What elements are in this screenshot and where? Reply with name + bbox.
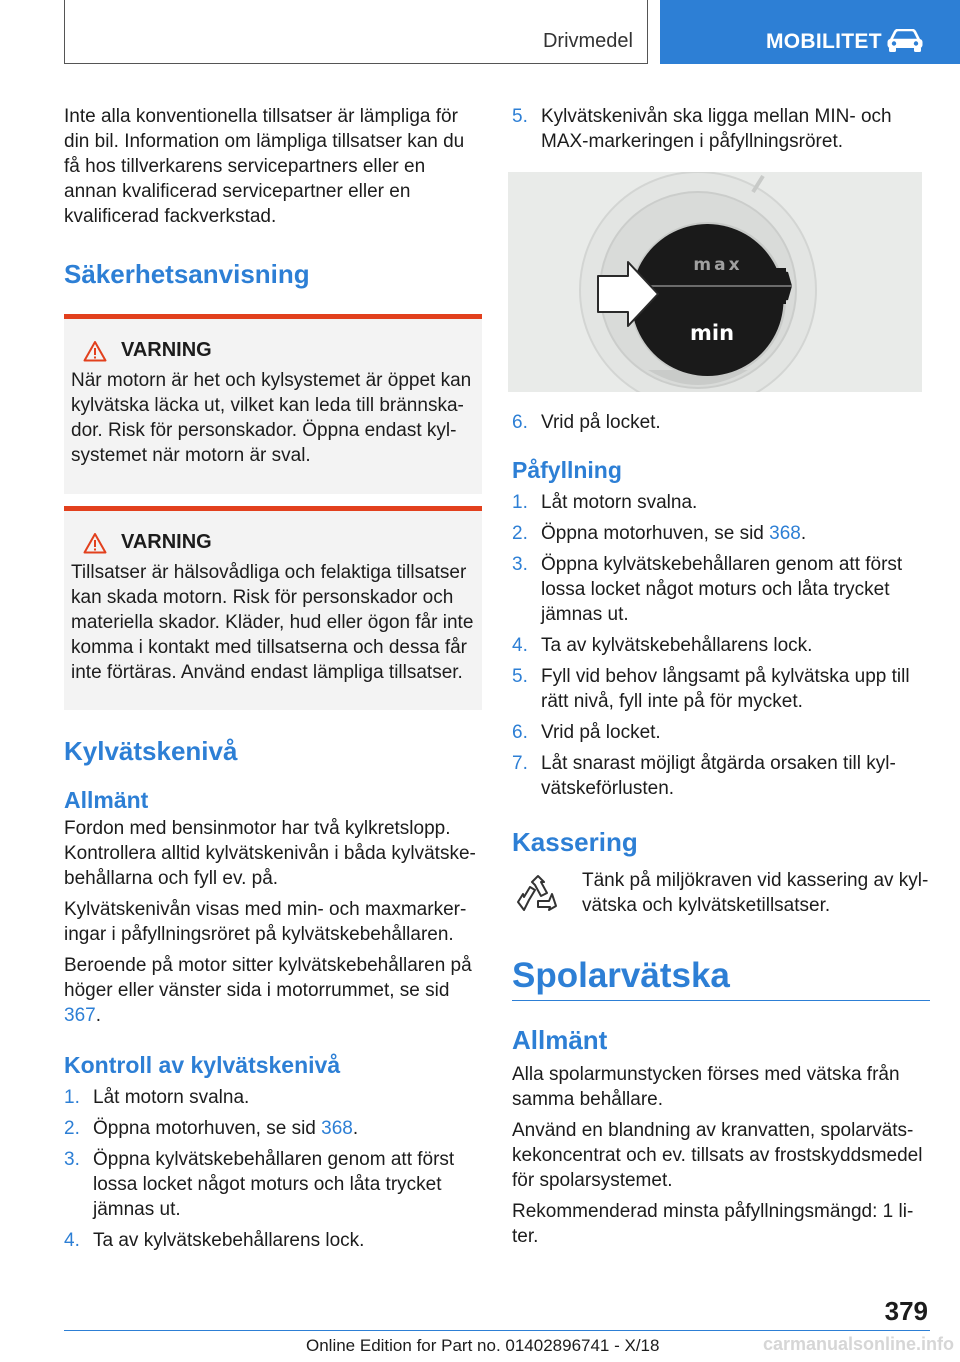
refill-heading: Påfyllning	[512, 457, 622, 483]
disposal-heading: Kassering	[512, 827, 638, 857]
check-coolant-heading: Kontroll av kylvätskenivå	[64, 1052, 341, 1078]
warning-title-text: VARNING	[121, 531, 212, 553]
page-link[interactable]: 368	[769, 523, 801, 544]
coolant-level-figure	[508, 172, 922, 392]
warning-title-text: VARNING	[121, 339, 212, 361]
check-steps-list	[64, 1085, 482, 1253]
warning-triangle-icon	[83, 532, 107, 554]
warning-text: Tillsatser är hälsovådliga och felaktiga tillsatser kan skada motorn. Risk för personskador och materiella skador. Kläder, hud eller ögon får inte komma i kontakt med tillsatserna och dessa får inte förtäras. Använd endast lämpliga tillsatser.	[71, 562, 474, 683]
general-paragraph-2: Kylvätskenivån visas med min- och maxmarkeringar i påfyllningsröret på kylvätskebehållaren.	[64, 899, 467, 945]
warning-title	[71, 339, 476, 362]
header-section-title: Drivmedel	[542, 30, 633, 52]
disposal-note	[512, 868, 930, 918]
intro-paragraph: Inte alla konventionella tillsatser är lämpliga för din bil. Information om lämpliga tillsatser kan du få hos tillverkarens servicepartners eller en annan kvalificerad servicepartner eller en kvalificerad fackverkstad.	[64, 106, 465, 227]
washer-fluid-heading: Spolarvätska	[512, 956, 730, 995]
page-number: 379	[884, 1296, 928, 1326]
list-item: 7. Låt snarast möjligt åtgärda orsaken till kylvätskeförlusten.	[512, 753, 896, 799]
list-item: 6. Vrid på locket.	[512, 722, 661, 743]
filler-neck-illustration	[508, 172, 922, 392]
page-link[interactable]: 368	[321, 1118, 353, 1139]
safety-heading: Säkerhetsanvisning	[64, 259, 310, 289]
warning-title	[71, 531, 476, 554]
min-mark-label: min	[689, 321, 735, 345]
check-steps-list-continued	[512, 104, 930, 154]
list-item: 2. Öppna motorhuven, se sid 368.	[64, 1118, 359, 1139]
list-item: 3. Öppna kylvätskebehållaren genom att först lossa locket något moturs och låta trycket jämnas ut.	[64, 1149, 455, 1220]
coolant-level-heading: Kylvätskenivå	[64, 736, 238, 766]
footer-divider	[64, 1330, 930, 1331]
list-item: 1. Låt motorn svalna.	[64, 1087, 250, 1108]
list-item: 5. Kylvätskenivån ska ligga mellan MIN- och MAX-markeringen i påfyllningsröret.	[512, 106, 892, 152]
refill-steps-list	[512, 490, 930, 801]
page-link[interactable]: 367	[64, 1005, 96, 1026]
washer-paragraph-3: Rekommenderad minsta påfyllningsmängd: 1 liter.	[512, 1201, 914, 1247]
list-item: 6. Vrid på locket.	[512, 412, 661, 433]
washer-paragraph-1: Alla spolarmunstycken förses med vätska från samma behållare.	[512, 1064, 900, 1110]
list-item: 1. Låt motorn svalna.	[512, 492, 698, 513]
disposal-text: Tänk på miljökraven vid kassering av kylvätska och kylvätsketillsatser.	[582, 870, 929, 916]
recycle-icon	[516, 874, 560, 918]
warning-box	[64, 506, 482, 710]
washer-section-heading	[512, 956, 930, 1001]
header-chapter-label: MOBILITET	[766, 30, 882, 53]
general-paragraph-1: Fordon med bensinmotor har två kylkretslopp. Kontrollera alltid kylvätskenivån i båda kylvätskebehållarna och fyll ev. på.	[64, 818, 476, 889]
check-steps-list-continued	[512, 410, 930, 435]
washer-general-heading: Allmänt	[512, 1025, 608, 1055]
general-paragraph-3: Beroende på motor sitter kylvätskebehållaren på höger eller vänster sida i motorrummet, se sid 367.	[64, 955, 472, 1026]
left-column	[64, 104, 482, 1259]
watermark: carmanualsonline.info	[762, 1334, 954, 1354]
max-mark-label: max	[693, 255, 743, 275]
list-item: 4. Ta av kylvätskebehållarens lock.	[512, 635, 813, 656]
right-column	[512, 104, 930, 1255]
header-section-box	[64, 0, 648, 64]
general-heading: Allmänt	[64, 787, 149, 813]
list-item: 5. Fyll vid behov långsamt på kylvätska upp till rätt nivå, fyll inte på för mycket.	[512, 666, 910, 712]
list-item: 2. Öppna motorhuven, se sid 368.	[512, 523, 807, 544]
washer-paragraph-2: Använd en blandning av kranvatten, spolarvätskekoncentrat och ev. tillsats av frostskyddsmedel för spolarsystemet.	[512, 1120, 923, 1191]
footer-edition: Online Edition for Part no. 01402896741 - X/18	[306, 1336, 660, 1355]
warning-text: När motorn är het och kylsystemet är öppet kan kylvätska läcka ut, vilket kan leda till brännskador. Risk för personskador. Öppna endast kylsystemet när motorn är sval.	[71, 370, 472, 466]
header-chapter-tab[interactable]	[660, 0, 960, 64]
warning-box	[64, 314, 482, 494]
warning-triangle-icon	[83, 340, 107, 362]
list-item: 3. Öppna kylvätskebehållaren genom att först lossa locket något moturs och låta trycket jämnas ut.	[512, 554, 903, 625]
car-icon	[886, 29, 924, 53]
list-item: 4. Ta av kylvätskebehållarens lock.	[64, 1230, 365, 1251]
